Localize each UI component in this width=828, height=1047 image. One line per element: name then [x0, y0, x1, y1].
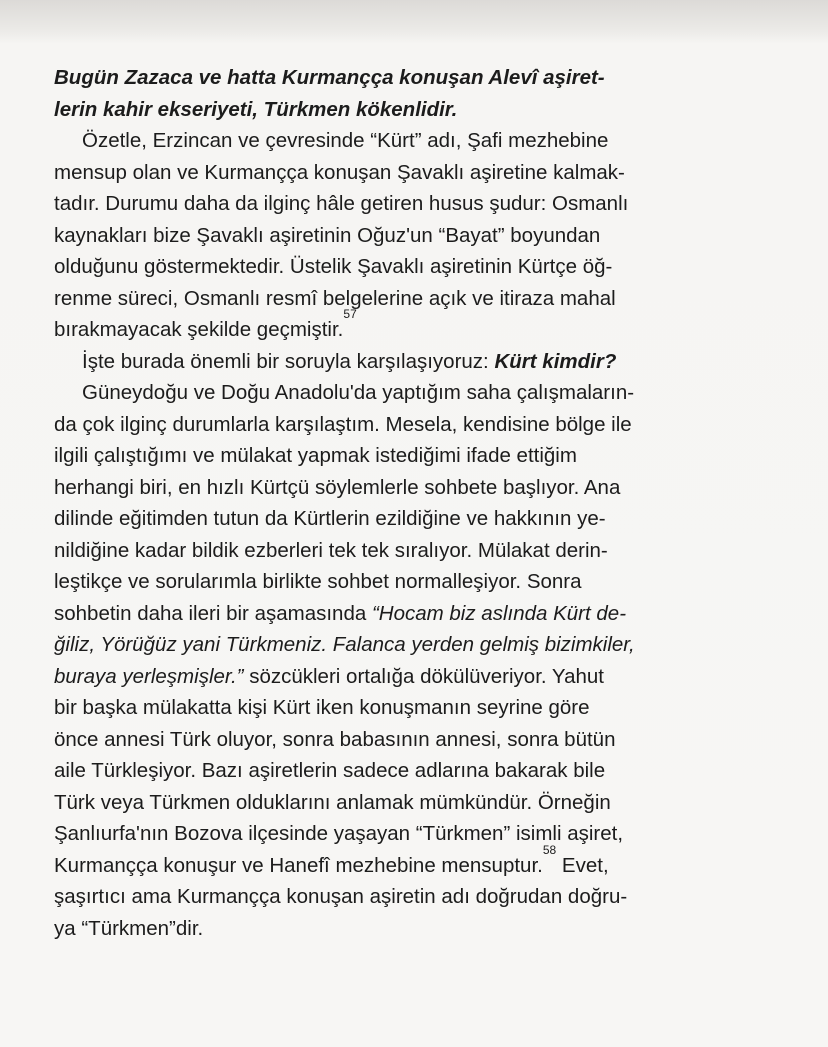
text-line [54, 307, 762, 346]
text-line-content: ilgili çalıştığımı ve mülakat yapmak istediğimi ifade ettiğim [54, 444, 577, 467]
text-line-content: Özetle, Erzincan ve çevresinde “Kürt” adı, Şafi mezhebine [82, 129, 609, 152]
text-line-content: Şanlıurfa'nın Bozova ilçesinde yaşayan “Türkmen” isimli aşiret, [54, 822, 624, 845]
text-line [54, 566, 762, 598]
text-line [54, 157, 762, 189]
page-top-shadow [0, 0, 828, 44]
text-line-content: bırakmayacak şekilde geçmiştir. [54, 318, 344, 341]
text-line-content: İşte burada önemli bir soruyla karşılaşıyoruz: [82, 349, 489, 373]
text-line [54, 472, 762, 504]
text-line [54, 842, 762, 882]
text-line-content: Türk veya Türkmen olduklarını anlamak mümkündür. Örneğin [54, 790, 611, 814]
text-line-content: Bugün Zazaca ve hatta Kurmançça konuşan Alevî aşiret- [54, 66, 605, 89]
text-line-content: Evet, [561, 853, 609, 877]
paragraph [54, 125, 762, 346]
text-line-content: aile Türkleşiyor. Bazı aşiretlerin sadece adlarına bakarak bile [54, 759, 606, 782]
text-line-content: herhangi biri, en hızlı Kürtçü söylemlerle sohbete başlıyor. Ana [54, 475, 621, 499]
text-line [54, 913, 762, 945]
quoted-speech: “Hocam biz aslında Kürt de- [371, 601, 627, 625]
text-line [54, 125, 762, 157]
text-line [54, 503, 762, 535]
text-line [54, 346, 762, 378]
quoted-speech: ğiliz, Yörüğüz yani Türkmeniz. Falanca yerden gelmiş bizimkiler, [54, 633, 635, 656]
body-text [54, 62, 762, 944]
text-line [54, 692, 762, 724]
text-line-content: ya “Türkmen”dir. [54, 916, 204, 940]
text-line-content: sohbetin daha ileri bir aşamasında [54, 601, 367, 625]
footnote-ref-57[interactable]: 57 [343, 307, 357, 321]
text-line-content: Kurmançça konuşur ve Hanefî mezhebine mensuptur. [54, 853, 543, 877]
text-line-content: kaynakları bize Şavaklı aşiretinin Oğuz'un “Bayat” boyundan [54, 223, 601, 247]
text-line [54, 724, 762, 756]
text-line [54, 251, 762, 283]
text-line-content: Güneydoğu ve Doğu Anadolu'da yaptığım saha çalışmaların- [82, 381, 635, 404]
text-line [54, 755, 762, 787]
paragraph [54, 346, 762, 378]
text-line [54, 377, 762, 409]
text-line [54, 535, 762, 567]
text-line [54, 409, 762, 441]
text-line [54, 62, 762, 94]
text-line [54, 188, 762, 220]
text-line-content: önce annesi Türk oluyor, sonra babasının annesi, sonra bütün [54, 727, 616, 751]
quoted-speech: buraya yerleşmişler.” [54, 664, 244, 688]
text-line [54, 881, 762, 913]
text-line [54, 787, 762, 819]
text-line-content: şaşırtıcı ama Kurmançça konuşan aşiretin adı doğrudan doğru- [54, 885, 628, 908]
text-line [54, 283, 762, 315]
text-line-content: tadır. Durumu daha da ilginç hâle getiren husus şudur: Osmanlı [54, 192, 629, 215]
text-line-content: da çok ilginç durumlarla karşılaştım. Mesela, kendisine bölge ile [54, 412, 632, 436]
text-line [54, 94, 762, 126]
text-line [54, 629, 762, 661]
text-line [54, 220, 762, 252]
text-line-content: olduğunu göstermektedir. Üstelik Şavaklı aşiretinin Kürtçe öğ- [54, 255, 613, 278]
text-line [54, 598, 762, 630]
footnote-ref-58[interactable]: 58 [542, 842, 557, 857]
text-line [54, 440, 762, 472]
text-line-content: lerin kahir ekseriyeti, Türkmen kökenlidir. [54, 97, 458, 121]
emphasis-question: Kürt kimdir? [494, 349, 617, 373]
text-line-content: leştikçe ve sorularımla birlikte sohbet normalleşiyor. Sonra [54, 570, 582, 593]
text-line-content: renme süreci, Osmanlı resmî belgelerine açık ve itiraza mahal [54, 286, 616, 310]
text-line [54, 818, 762, 850]
text-line-content: mensup olan ve Kurmançça konuşan Şavaklı aşiretine kalmak- [54, 160, 625, 184]
text-line [54, 661, 762, 693]
paragraph-quote [54, 62, 762, 125]
paragraph [54, 377, 762, 944]
text-line-content: sözcükleri ortalığa dökülüveriyor. Yahut [249, 664, 604, 688]
text-line-content: nildiğine kadar bildik ezberleri tek tek sıralıyor. Mülakat derin- [54, 538, 608, 562]
text-line-content: bir başka mülakatta kişi Kürt iken konuşmanın seyrine göre [54, 696, 590, 719]
text-line-content: dilinde eğitimden tutun da Kürtlerin ezildiğine ve hakkının ye- [54, 507, 606, 530]
